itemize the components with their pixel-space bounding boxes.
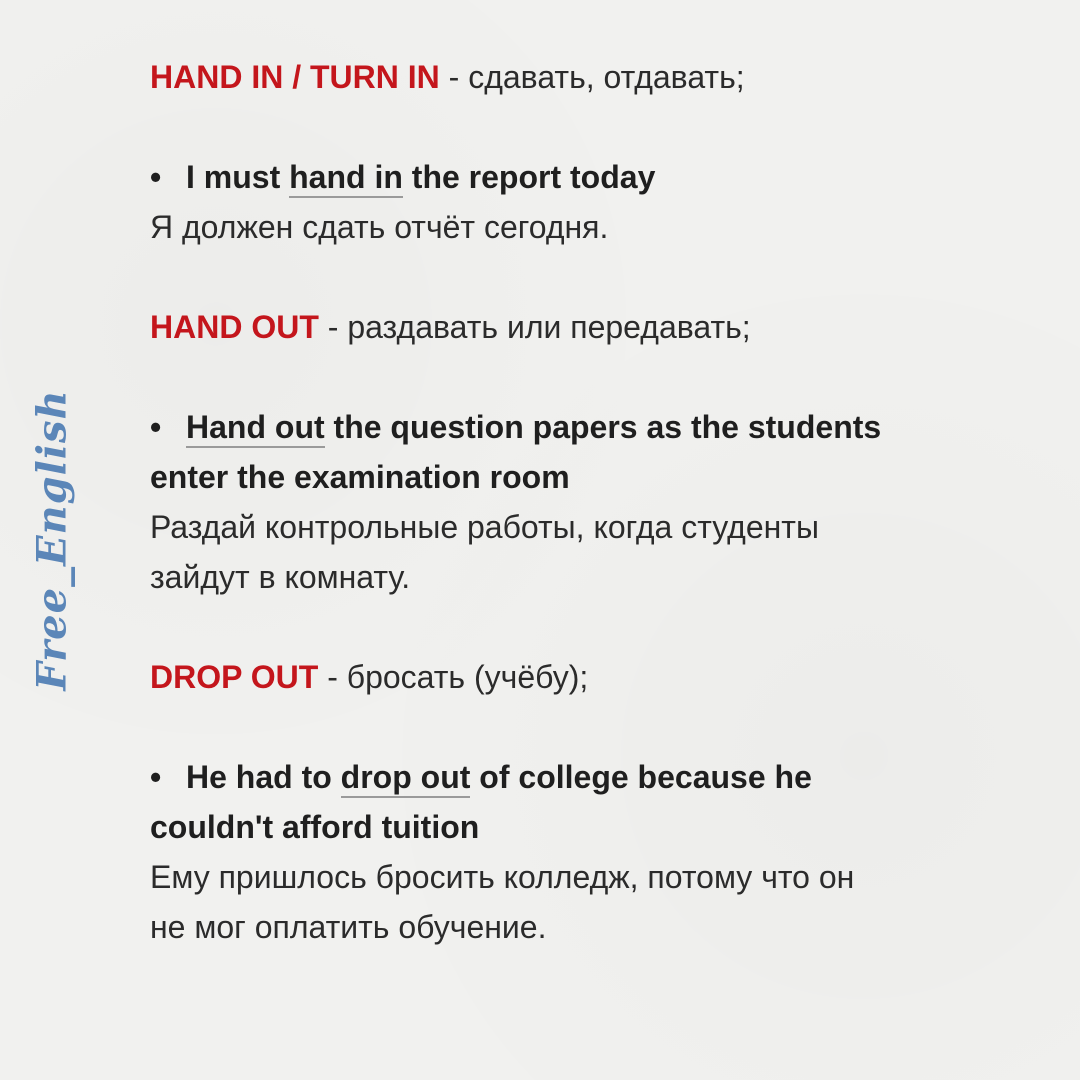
entry-heading — [150, 52, 1030, 102]
spacer — [150, 352, 1030, 402]
spacer — [150, 702, 1030, 752]
example-sentence — [150, 152, 1030, 202]
spacer — [150, 602, 1030, 652]
spacer — [150, 252, 1030, 302]
translation-line: Ему пришлось бросить колледж, потому что он — [150, 859, 855, 895]
example-text: of college because he — [470, 759, 812, 795]
bullet-icon: • — [150, 159, 162, 195]
example-text: the question papers as the students — [324, 409, 882, 445]
example-sentence-continued: enter the examination room — [150, 459, 570, 495]
phrasal-verb-underlined: hand in — [289, 159, 403, 198]
term: DROP OUT — [150, 659, 319, 695]
example-sentence — [150, 752, 1030, 802]
entry-heading — [150, 302, 1030, 352]
bullet-icon: • — [150, 409, 162, 445]
definition: - сдавать, отдавать; — [448, 59, 745, 95]
content — [150, 52, 1030, 952]
entry-heading — [150, 652, 1030, 702]
translation-line: Я должен сдать отчёт сегодня. — [150, 209, 609, 245]
bullet-icon: • — [150, 759, 162, 795]
phrasal-verb-underlined: Hand out — [186, 409, 325, 448]
translation-line: не мог оплатить обучение. — [150, 909, 547, 945]
watermark-logo: Free_English — [28, 389, 76, 691]
translation-line: зайдут в комнату. — [150, 559, 411, 595]
example-text: the report today — [402, 159, 656, 195]
example-sentence — [150, 402, 1030, 452]
translation-line: Раздай контрольные работы, когда студенты — [150, 509, 819, 545]
example-text: He had to — [186, 759, 341, 795]
example-sentence-continued: couldn't afford tuition — [150, 809, 480, 845]
phrasal-verb-underlined: drop out — [341, 759, 471, 798]
spacer — [150, 102, 1030, 152]
definition: - бросать (учёбу); — [327, 659, 589, 695]
definition: - раздавать или передавать; — [327, 309, 751, 345]
term: HAND OUT — [150, 309, 319, 345]
example-text: I must — [186, 159, 290, 195]
term: HAND IN / TURN IN — [150, 59, 440, 95]
